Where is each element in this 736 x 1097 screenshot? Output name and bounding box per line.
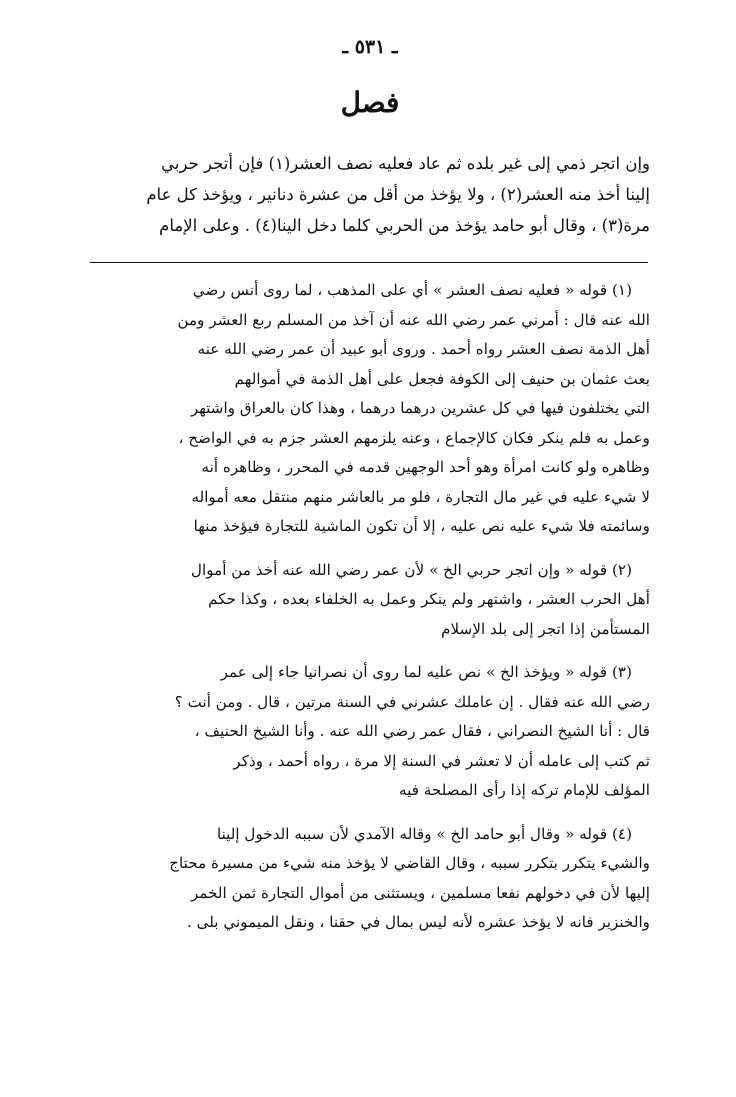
footnote-line: أهل الحرب العشر ، واشتهر ولم ينكر وعمل به الخلفاء بعده ، وكذا حكم: [208, 590, 650, 608]
book-page: [90, 0, 650, 1097]
footnote-line: المستأمن إذا اتجر إلى بلد الإسلام: [441, 619, 650, 638]
footnote-2: [90, 556, 650, 645]
footnote-3: [90, 658, 650, 806]
page-number: ـ ٥٣١ ـ: [342, 36, 398, 58]
main-text-line: مرة(٣) ، وقال أبو حامد يؤخذ من الحربي كلما دخل الينا(٤) . وعلى الإمام: [159, 216, 650, 235]
footnote-line: وسائمته فلا شيء عليه نص عليه ، إلا أن تكون الماشية للتجارة فيؤخذ منها: [193, 517, 650, 535]
footnote-line: بعث عثمان بن حنيف إلى الكوفة فجعل على أهل الذمة في أموالهم: [234, 369, 650, 388]
main-text-line: وإن اتجر ذمي إلى غير بلده ثم عاد فعليه نصف العشر(١) فإن أتجر حربي: [161, 154, 650, 173]
footnote-line: وعمل به فلم ينكر فكان كالإجماع ، وعنه يلزمهم العشر جزم به في الواضح ،: [178, 428, 650, 447]
footnote-line: (٤) قوله « وقال أبو حامد الخ » وقاله الآمدي لأن سببه الدخول إلينا: [216, 824, 632, 843]
footnote-line: (٢) قوله « وإن اتجر حربي الخ » لأن عمر رضي الله عنه أخذ من أموال: [190, 560, 632, 579]
footnote-line: والشيء يتكرر بتكرر سببه ، وقال القاضي لا يؤخذ منه شيء من مسيرة محتاج: [169, 854, 650, 872]
footnotes: [90, 276, 650, 952]
footnote-line: رضي الله عنه فقال . إن عاملك عشرني في السنة مرتين ، قال . ومن أنت ؟: [174, 692, 650, 711]
main-text: [90, 148, 650, 241]
footnote-line: ثم كتب إلى عامله أن لا تعشر في السنة إلا مرة ، رواه أحمد ، وذكر: [233, 751, 650, 770]
footnote-line: الله عنه قال : أمرني عمر رضي الله عنه أن آخذ من المسلم ربع العشر ومن: [177, 310, 650, 329]
footnote-line: إليها لأن في دخولهم نفعا مسلمين ، ويستثنى من أموال التجارة ثمن الخمر: [190, 883, 650, 902]
footnote-line: قال : أنا الشيخ النصراني ، فقال عمر رضي الله عنه . وأنا الشيخ الحنيف ،: [194, 722, 650, 740]
footnote-line: لا شيء عليه في غير مال التجارة ، فلو مر بالعاشر منهم منتقل معه أمواله: [191, 487, 650, 506]
main-text-line: إلينا أخذ منه العشر(٢) ، ولا يؤخذ من أقل من عشرة دنانير ، ويؤخذ كل عام: [146, 185, 650, 204]
footnote-separator-rule: [90, 262, 648, 263]
footnote-line: المؤلف للإمام تركه إذا رأى المصلحة فيه: [398, 781, 650, 799]
section-title: فصل: [340, 86, 400, 119]
footnote-line: وظاهره ولو كانت امرأة وهو أحد الوجهين قدمه في المحرر ، وظاهره أنه: [201, 458, 650, 476]
footnote-1: [90, 276, 650, 542]
footnote-line: التي يختلفون فيها في كل عشرين درهما درهما ، وهذا كان بالعراق واشتهر: [190, 399, 650, 417]
footnote-line: والخنزير فانه لا يؤخذ عشره لأنه ليس بمال في حقنا ، ونقل الميموني بلى .: [186, 913, 650, 931]
footnote-line: (٣) قوله « ويؤخذ الخ » نص عليه لما روى أن نصرانيا جاء إلى عمر: [220, 663, 632, 681]
footnote-4: [90, 820, 650, 938]
footnote-line: (١) قوله « فعليه نصف العشر » أي على المذهب ، لما روى أنس رضي: [192, 281, 632, 299]
footnote-line: أهل الذمة نصف العشر رواه أحمد . وروى أبو عبيد أن عمر رضي الله عنه: [197, 340, 650, 358]
